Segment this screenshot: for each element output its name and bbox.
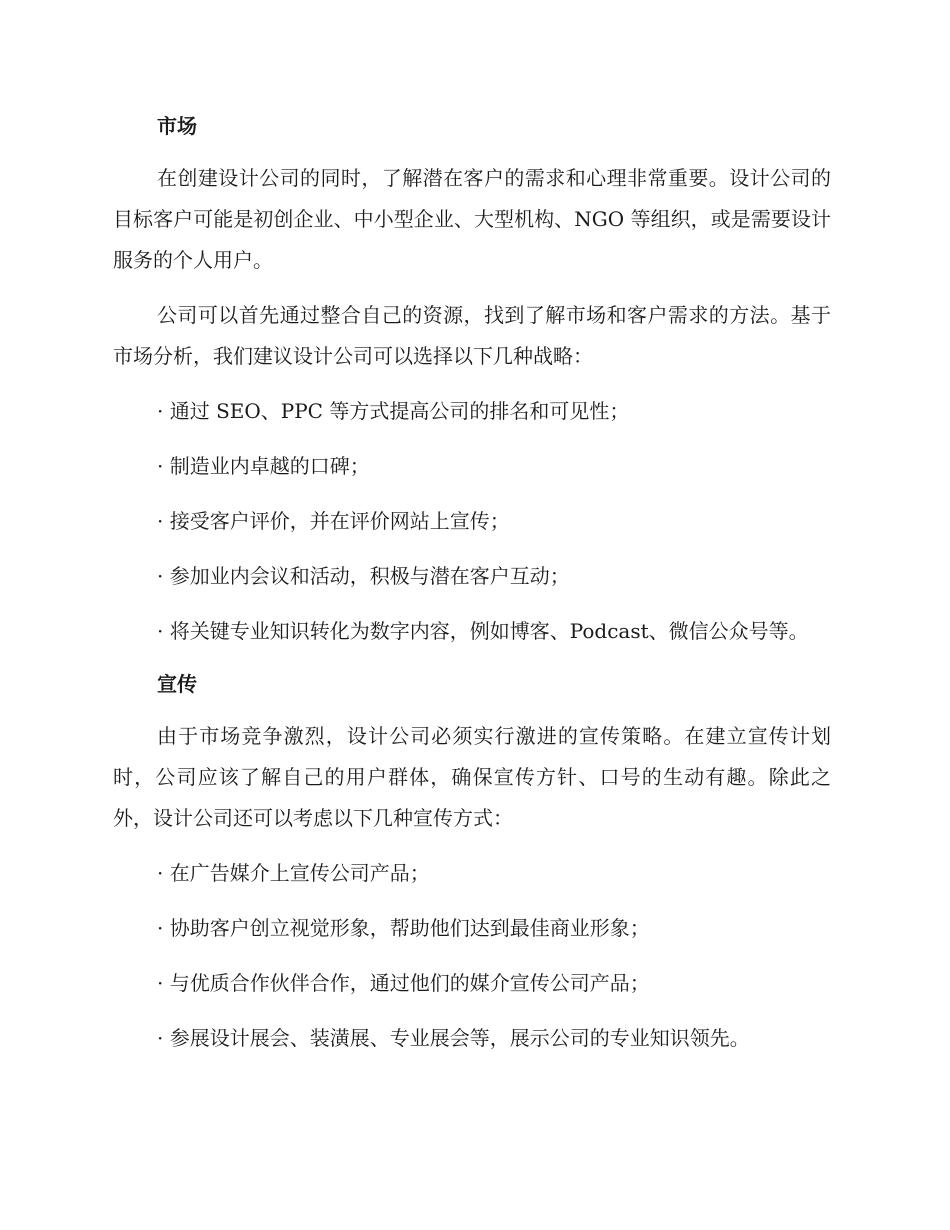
market-paragraph-2: 公司可以首先通过整合自己的资源，找到了解市场和客户需求的方法。基于市场分析，我们建议设计公司可以选择以下几种战略： [113, 303, 831, 368]
heading-promotion: 宣传 [157, 672, 197, 696]
promotion-paragraph-1: 由于市场竞争激烈，设计公司必须实行激进的宣传策略。在建立宣传计划时，公司应该了解自己的用户群体，确保宣传方针、口号的生动有趣。除此之外，设计公司还可以考虑以下几种宣传方式： [113, 724, 831, 830]
market-bullet-5: · 将关键专业知识转化为数字内容，例如博客、Podcast、微信公众号等。 [157, 619, 809, 643]
market-bullet-3: · 接受客户评价，并在评价网站上宣传； [157, 509, 510, 533]
market-bullet-1: · 通过 SEO、PPC 等方式提高公司的排名和可见性； [157, 399, 630, 423]
market-paragraph-1: 在创建设计公司的同时，了解潜在客户的需求和心理非常重要。设计公司的目标客户可能是初创企业、中小型企业、大型机构、NGO 等组织，或是需要设计服务的个人用户。 [113, 166, 831, 272]
document-body [113, 108, 831, 1073]
heading-market: 市场 [157, 114, 197, 138]
promotion-bullet-4: · 参展设计展会、装潢展、专业展会等，展示公司的专业知识领先。 [157, 1026, 750, 1050]
market-bullet-4: · 参加业内会议和活动，积极与潜在客户互动； [157, 564, 570, 588]
market-bullet-2: · 制造业内卓越的口碑； [157, 454, 370, 478]
promotion-bullet-1: · 在广告媒介上宣传公司产品； [157, 861, 430, 885]
promotion-bullet-2: · 协助客户创立视觉形象，帮助他们达到最佳商业形象； [157, 916, 650, 940]
promotion-bullet-3: · 与优质合作伙伴合作，通过他们的媒介宣传公司产品； [157, 971, 650, 995]
